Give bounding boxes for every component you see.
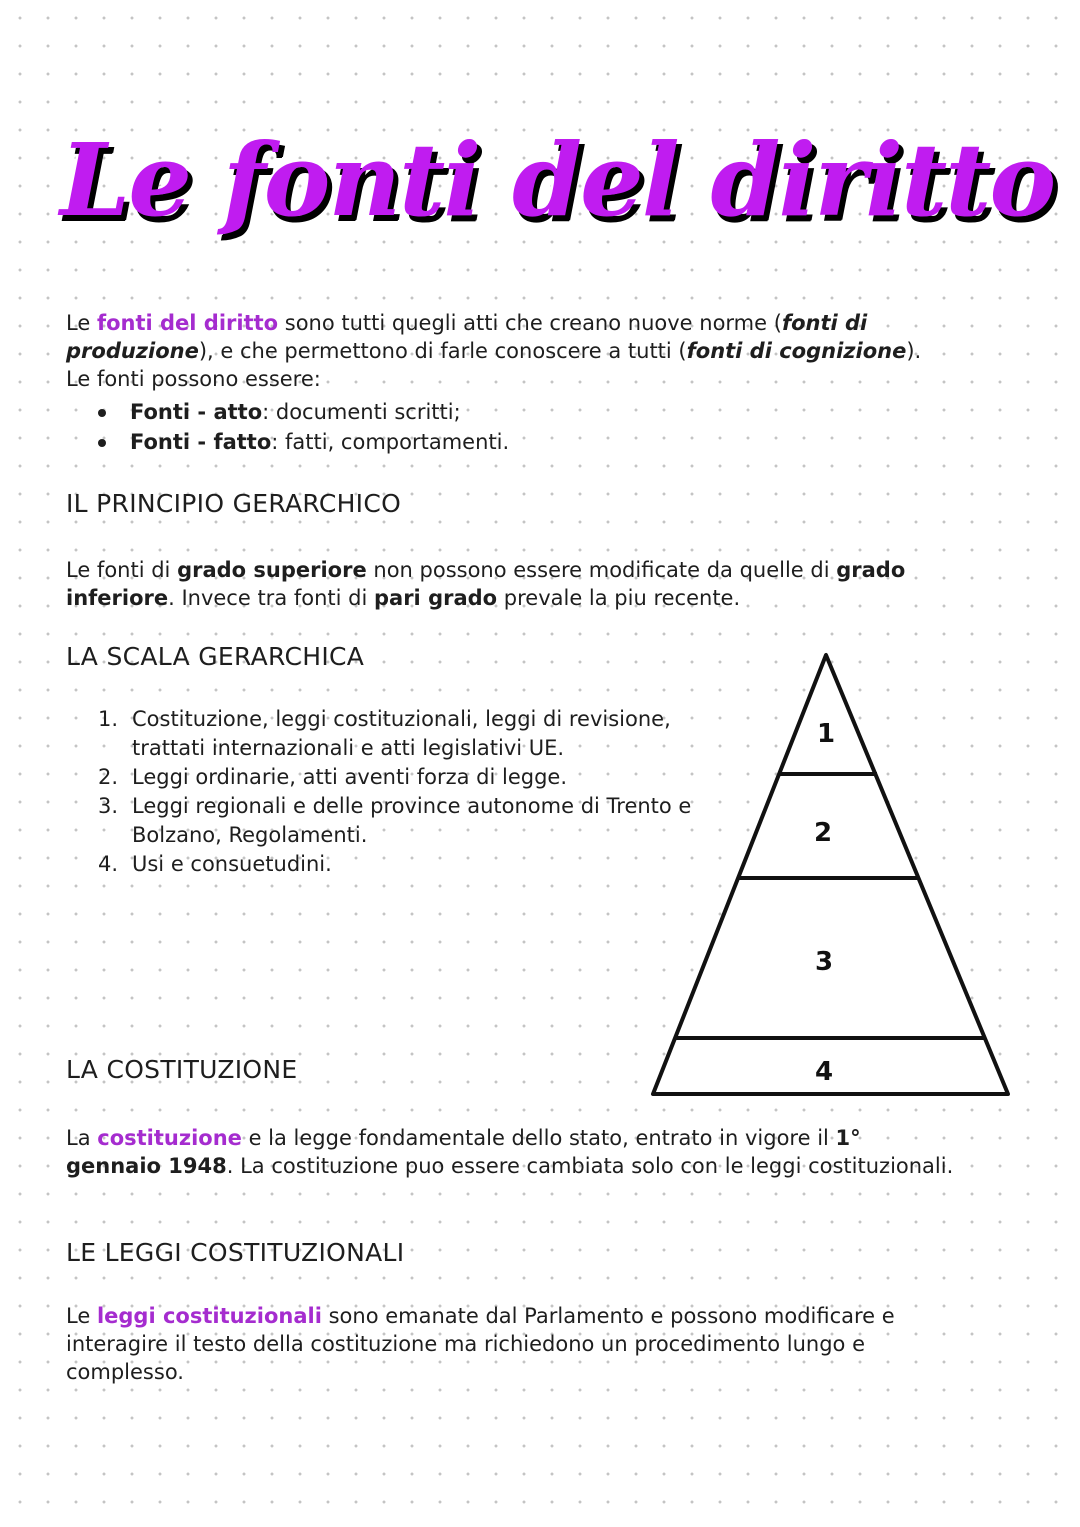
intro-paragraph: Le fonti del diritto sono tutti quegli atti che creano nuove norme (fonti di produzione), e che permettono di farle conoscere a tutti (fonti di cognizione). Le fonti possono essere: [66,311,922,391]
term-fonti-del-diritto: fonti del diritto [96,311,279,335]
pyramid-level-2-label: 2 [813,818,833,848]
heading-costituzione: LA COSTITUZIONE [66,1055,298,1084]
fonti-types-list [96,397,696,457]
list-item: 1. Costituzione, leggi costituzionali, leggi di revisione, trattati internazionali e atti legislativi UE. [98,707,671,760]
list-item: Fonti - atto: documenti scritti; [96,397,696,427]
heading-principio-gerarchico: IL PRINCIPIO GERARCHICO [66,489,402,518]
list-item: Fonti - fatto: fatti, comportamenti. [96,427,696,457]
pyramid-level-1-label: 1 [816,719,836,749]
scala-list [98,705,728,879]
page-title: Le fonti del diritto [60,121,1055,239]
list-item: 4. Usi e consuetudini. [98,852,332,876]
heading-leggi-costituzionali: LE LEGGI COSTITUZIONALI [66,1238,405,1267]
heading-scala-gerarchica: LA SCALA GERARCHICA [66,642,365,671]
pyramid-level-3-label: 3 [814,947,834,977]
costituzione-paragraph: La costituzione e la legge fondamentale dello stato, entrato in vigore il 1° gennaio 1948. La costituzione puo essere cambiata solo con le leggi costituzionali. [66,1126,954,1178]
list-item: 3. Leggi regionali e delle province autonome di Trento e Bolzano, Regolamenti. [98,794,692,847]
list-item: 2. Leggi ordinarie, atti aventi forza di legge. [98,765,568,789]
hierarchy-pyramid [640,640,1020,1100]
pyramid-level-4-label: 4 [814,1057,834,1087]
leggi-paragraph: Le leggi costituzionali sono emanate dal Parlamento e possono modificare e interagire il testo della costituzione ma richiedono un procedimento lungo e complesso. [66,1304,895,1384]
principio-paragraph: Le fonti di grado superiore non possono essere modificate da quelle di grado inferiore. Invece tra fonti di pari grado prevale la piu recente. [66,558,906,610]
